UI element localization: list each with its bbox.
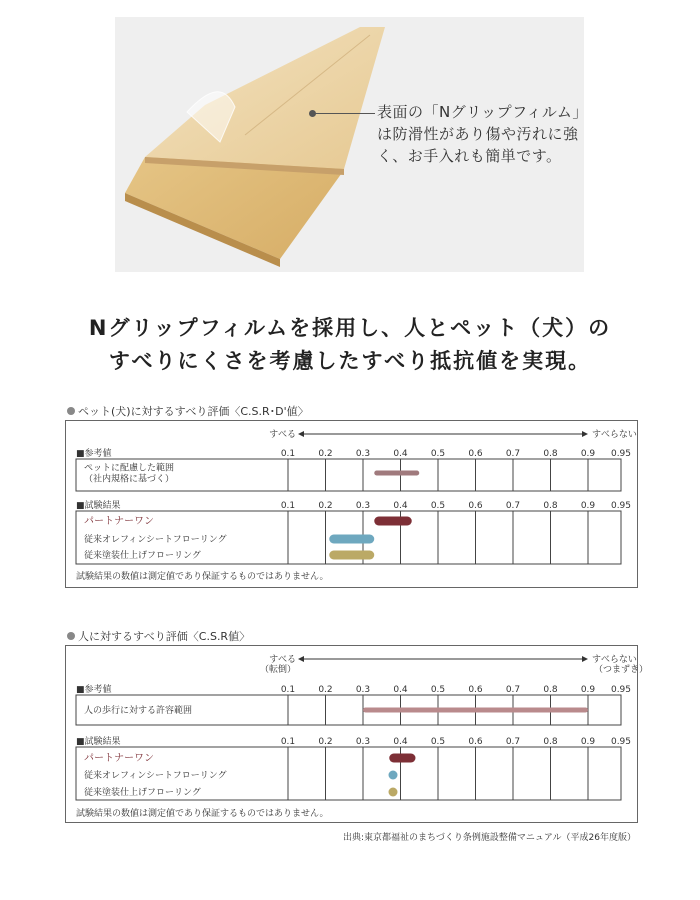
tick-label: 0.3 <box>355 737 371 747</box>
tick-label: 0.1 <box>280 501 296 511</box>
tick-label: 0.3 <box>355 501 371 511</box>
series-bar <box>374 517 412 526</box>
arrow-left-icon <box>298 656 304 662</box>
tick-label: 0.9 <box>580 737 596 747</box>
series-bar <box>363 708 588 713</box>
axis-sublabel-trip: （つまずき） <box>594 665 649 675</box>
feature-callout: 表面の「Nグリップフィルム」は防滑性があり傷や汚れに強く、お手入れも簡単です。 <box>377 103 581 165</box>
pet-slip-chart <box>65 420 638 588</box>
tick-label: 0.4 <box>393 449 408 459</box>
tick-label: 0.6 <box>468 737 483 747</box>
headline-line-1: Nグリップフィルムを採用し、人とペット（犬）の <box>88 316 612 340</box>
tick-label: 0.7 <box>505 449 521 459</box>
tick-label: 0.8 <box>543 501 558 511</box>
tick-label: 0.2 <box>318 685 333 695</box>
tick-label: 0.4 <box>393 685 408 695</box>
tick-label: 0.4 <box>393 737 408 747</box>
series-bar <box>389 754 415 763</box>
tick-label: 0.5 <box>430 449 446 459</box>
test-section-label: ■試験結果 <box>76 737 121 747</box>
series-bar <box>329 551 374 560</box>
arrow-right-icon <box>582 656 588 662</box>
tick-label: 0.8 <box>543 737 558 747</box>
tick-label: 0.2 <box>318 737 333 747</box>
arrow-left-icon <box>298 431 304 437</box>
reference-section-label: ■参考値 <box>76 449 112 459</box>
tick-label: 0.2 <box>318 449 333 459</box>
tick-label: 0.4 <box>393 501 408 511</box>
series-dot <box>389 788 398 797</box>
tick-label: 0.3 <box>355 449 371 459</box>
tick-label: 0.95 <box>610 737 632 747</box>
tick-label: 0.9 <box>580 449 596 459</box>
human-slip-chart <box>65 645 649 823</box>
tick-label: 0.3 <box>355 685 371 695</box>
arrow-right-icon <box>582 431 588 437</box>
tick-label: 0.1 <box>280 737 296 747</box>
pet-slip-chart-svg <box>66 421 639 589</box>
reference-section-label: ■参考値 <box>76 685 112 695</box>
tick-label: 0.8 <box>543 449 558 459</box>
series-label: 従来オレフィンシートフローリング <box>84 771 227 781</box>
tick-label: 0.95 <box>610 501 632 511</box>
headline-line-2: すべりにくさを考慮したすべり抵抗値を実現。 <box>108 349 592 373</box>
tick-label: 0.7 <box>505 501 521 511</box>
pet-chart-title <box>67 403 309 419</box>
tick-label: 0.2 <box>318 501 333 511</box>
callout-pointer-line <box>313 113 375 114</box>
series-dot <box>389 771 398 780</box>
bullet-icon <box>67 407 75 415</box>
tick-label: 0.7 <box>505 737 521 747</box>
axis-sublabel-fall: （転倒） <box>259 665 296 675</box>
tick-label: 0.9 <box>580 685 596 695</box>
tick-label: 0.1 <box>280 449 296 459</box>
series-label: 人の歩行に対する許容範囲 <box>84 706 193 716</box>
pet-chart-title-text: ペット(犬)に対するすべり評価〈C.S.R･D'値〉 <box>78 405 309 418</box>
tick-label: 0.95 <box>610 449 632 459</box>
tick-label: 0.8 <box>543 685 558 695</box>
disclaimer-note: 試験結果の数値は測定値であり保証するものではありません。 <box>76 809 329 819</box>
bullet-icon <box>67 632 75 640</box>
series-label: 従来オレフィンシートフローリング <box>84 535 227 545</box>
source-note: 出典:東京都福祉のまちづくり条例施設整備マニュアル（平成26年度版） <box>342 833 636 843</box>
series-label: ペットに配慮した範囲 <box>84 463 175 474</box>
axis-label-slippery: すべる <box>269 430 296 440</box>
tick-label: 0.6 <box>468 449 483 459</box>
test-section-label: ■試験結果 <box>76 501 121 511</box>
axis-label-nonslip: すべらない <box>592 430 637 440</box>
series-label: パートナーワン <box>84 516 154 527</box>
axis-label-nonslip: すべらない <box>592 655 637 665</box>
human-slip-chart-svg <box>66 646 649 824</box>
tick-label: 0.95 <box>610 685 632 695</box>
tick-label: 0.5 <box>430 737 446 747</box>
axis-label-slippery: すべる <box>269 655 296 665</box>
human-chart-title <box>67 628 250 644</box>
tick-label: 0.5 <box>430 501 446 511</box>
series-label: 従来塗装仕上げフローリング <box>84 551 201 561</box>
tick-label: 0.5 <box>430 685 446 695</box>
tick-label: 0.6 <box>468 685 483 695</box>
series-bar <box>374 471 419 476</box>
series-bar <box>329 535 374 544</box>
series-label: （社内規格に基づく） <box>84 474 175 485</box>
tick-label: 0.6 <box>468 501 483 511</box>
human-chart-title-text: 人に対するすべり評価〈C.S.R値〉 <box>78 630 251 643</box>
tick-label: 0.1 <box>280 685 296 695</box>
series-label: パートナーワン <box>84 753 154 764</box>
disclaimer-note: 試験結果の数値は測定値であり保証するものではありません。 <box>76 572 329 582</box>
series-label: 従来塗装仕上げフローリング <box>84 788 201 798</box>
flooring-hero-image <box>115 17 584 272</box>
tick-label: 0.9 <box>580 501 596 511</box>
tick-label: 0.7 <box>505 685 521 695</box>
